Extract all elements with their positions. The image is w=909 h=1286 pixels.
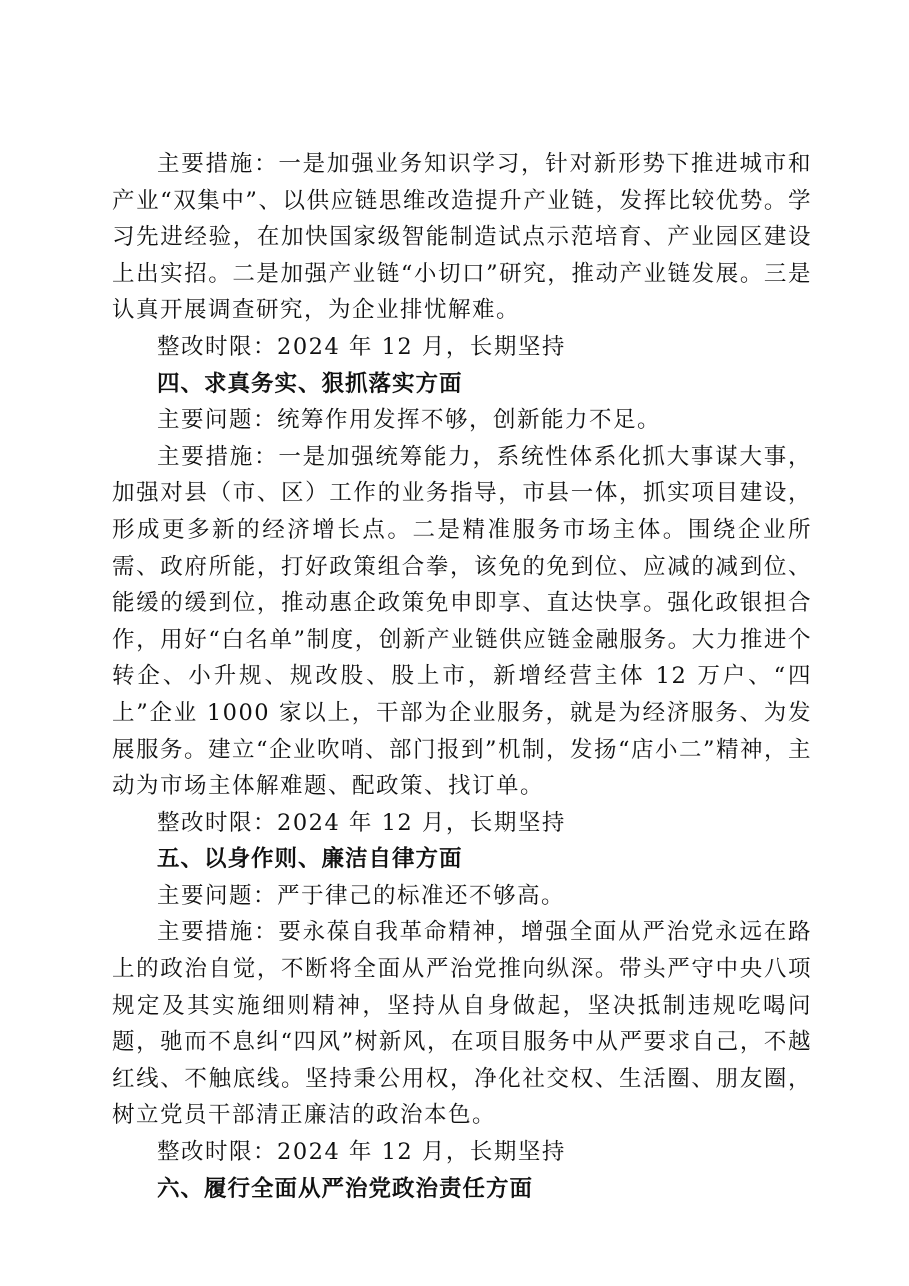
measures-paragraph: 主要措施：要永葆自我革命精神，增强全面从严治党永远在路上的政治自觉，不断将全面从严治党推向纵深。带头严守中央八项规定及其实施细则精神，坚持从自身做起，坚决抵制违规吃喝问题，驰而不息纠“四风”树新风，在项目服务中从严要求自己，不越红线、不触底线。坚持秉公用权，净化社交权、生活圈、朋友圈，树立党员干部清正廉洁的政治本色。: [112, 919, 812, 1129]
measures-paragraph: 主要措施：一是加强统筹能力，系统性体系化抓大事谋大事，加强对县（市、区）工作的业务指导，市县一体，抓实项目建设，形成更多新的经济增长点。二是精准服务市场主体。围绕企业所需、政府所能，打好政策组合拳，该免的免到位、应减的减到位、能缓的缓到位，推动惠企政策免申即享、直达快享。强化政银担合作，用好“白名单”制度，创新产业链供应链金融服务。大力推进个转企、小升规、规改股、股上市，新增经营主体 12 万户、“四上”企业 1000 家以上，干部为企业服务，就是为经济服务、为发展服务。建立“企业吹哨、部门报到”机制，发扬“店小二”精神，主动为市场主体解难题、配政策、找订单。: [112, 443, 813, 800]
measures-paragraph: 主要措施：一是加强业务知识学习，针对新形势下推进城市和产业“双集中”、以供应链思维改造提升产业链，发挥比较优势。学习先进经验，在加快国家级智能制造试点示范培育、产业园区建设上出实招。二是加强产业链“小切口”研究，推动产业链发展。三是认真开展调查研究，为企业排忧解难。: [112, 151, 812, 324]
document-body: [112, 146, 812, 1207]
section-heading-6: 六、履行全面从严治党政治责任方面: [157, 1175, 534, 1202]
problem-paragraph: 主要问题：严于律己的标准还不够高。: [157, 882, 566, 909]
problem-paragraph: 主要问题：统筹作用发挥不够，创新能力不足。: [157, 407, 662, 434]
deadline-paragraph: 整改时限：2024 年 12 月，长期坚持: [157, 333, 566, 360]
section-heading-5: 五、以身作则、廉洁自律方面: [157, 846, 463, 873]
deadline-paragraph: 整改时限：2024 年 12 月，长期坚持: [157, 809, 566, 836]
deadline-paragraph: 整改时限：2024 年 12 月，长期坚持: [157, 1139, 566, 1166]
section-heading-4: 四、求真务实、狠抓落实方面: [157, 370, 463, 397]
